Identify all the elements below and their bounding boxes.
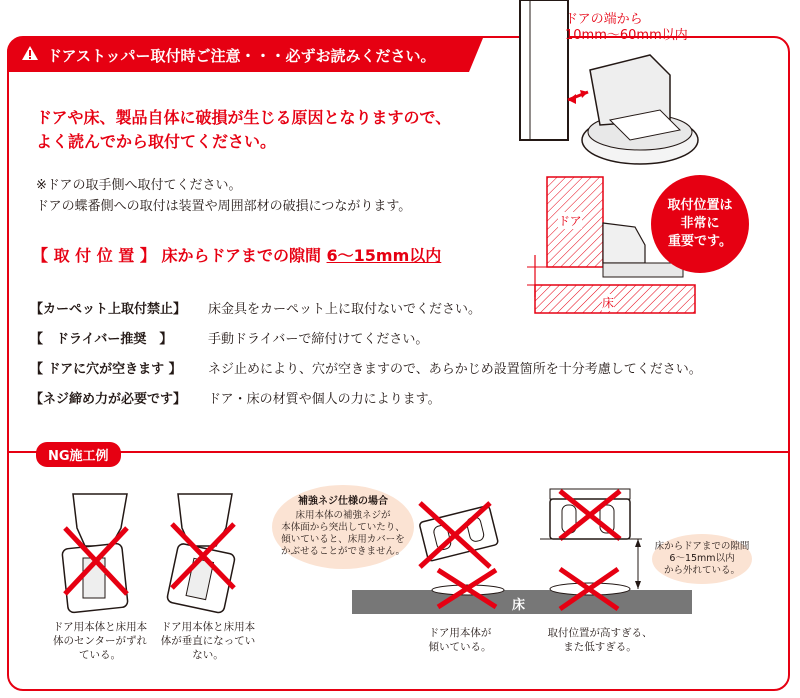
gap-warning-bubble (652, 534, 752, 584)
position-label: 【 取 付 位 置 】 (32, 246, 156, 265)
intro-line-1: ドアや床、製品自体に破損が生じる原因となりますので、 (36, 108, 452, 127)
rule-item (30, 326, 702, 348)
rule-desc: 床金具をカーペット上に取付ないでください。 (208, 301, 482, 317)
intro-line-2: よく読んでから取付てください。 (36, 132, 277, 151)
warning-icon (21, 45, 39, 65)
floor-label: 床 (602, 296, 615, 310)
rule-desc: ネジ止めにより、穴が空きますので、あらかじめ設置箇所を十分考慮してください。 (208, 361, 702, 377)
header-bar (7, 38, 469, 72)
ng-example-1-illustration (55, 488, 145, 618)
position-text: 床からドアまでの隙間 (161, 246, 327, 265)
position-row (32, 243, 441, 266)
door-edge-line-1: ドアの端から (565, 12, 643, 27)
ng-caption-1-line-3: ている。 (79, 649, 121, 661)
bubble2-line-2: 6～15mm以内 (669, 553, 735, 564)
badge-line-2: 非常に (680, 216, 720, 231)
header-tail (469, 38, 483, 72)
ng-caption-2 (140, 620, 276, 662)
ng-caption-2-line-3: ない。 (192, 649, 224, 661)
rule-tag: 【 ドライバー推奨 】 (30, 331, 173, 347)
rule-desc: ドア・床の材質や個人の力によります。 (208, 391, 441, 407)
rule-tag: 【ネジ締め力が必要です】 (30, 391, 187, 407)
ng-caption-3 (410, 626, 510, 654)
door-label: ドア (558, 214, 582, 228)
note-line-2: ドアの蝶番側への取付は装置や周囲部材の破損につながります。 (36, 199, 412, 214)
ng-example-2-illustration (160, 488, 250, 618)
ng-label: NG施工例 (36, 442, 121, 467)
position-value: 6～15mm以内 (326, 246, 442, 265)
rule-desc: 手動ドライバーで締付けてください。 (208, 331, 429, 347)
door-edge-line-2: 10mm～60mm以内 (565, 28, 688, 43)
ng-caption-1-line-1: ドア用本体と床用本 (52, 621, 148, 633)
bubble-line-2: 本体面から突出していたり、 (281, 522, 405, 533)
badge-line-1: 取付位置は (667, 198, 733, 213)
ng-caption-2-line-2: 体が垂直になってい (160, 635, 256, 647)
reinforced-screw-bubble (272, 485, 414, 569)
ng-floor-label: 床 (512, 598, 526, 613)
bubble-line-1: 床用本体の補強ネジが (295, 510, 391, 521)
ng-caption-4-line-1: 取付位置が高すぎる、 (547, 627, 653, 639)
header-title: ドアストッパー取付時ご注意・・・必ずお読みください。 (47, 46, 436, 65)
badge-line-3: 重要です。 (668, 234, 732, 249)
door-edge-caption (565, 12, 688, 44)
bubble2-line-3: から外れている。 (663, 565, 740, 576)
bubble-line-4: かぶせることができません。 (280, 546, 406, 557)
rule-item (30, 386, 702, 408)
rule-tag: 【 ドアに穴が空きます 】 (30, 361, 182, 377)
rule-item (30, 356, 702, 378)
ng-caption-4 (530, 626, 670, 654)
ng-caption-3-line-2: 傾いている。 (428, 641, 492, 653)
ng-divider (7, 451, 790, 453)
ng-caption-4-line-2: また低すぎる。 (563, 641, 637, 653)
note-line-1: ※ドアの取手側へ取付てください。 (36, 178, 242, 193)
ng-caption-3-line-1: ドア用本体が (428, 627, 492, 639)
ng-caption-1-line-2: 体のセンターがずれ (52, 635, 148, 647)
rule-tag: 【カーペット上取付禁止】 (30, 301, 187, 317)
bubble-title: 補強ネジ仕様の場合 (298, 496, 388, 507)
importance-badge (651, 175, 749, 273)
bubble2-line-1: 床からドアまでの隙間 (654, 541, 750, 552)
bubble-line-3: 傾いていると、床用カバーを (281, 534, 405, 545)
ng-caption-2-line-1: ドア用本体と床用本 (160, 621, 256, 633)
